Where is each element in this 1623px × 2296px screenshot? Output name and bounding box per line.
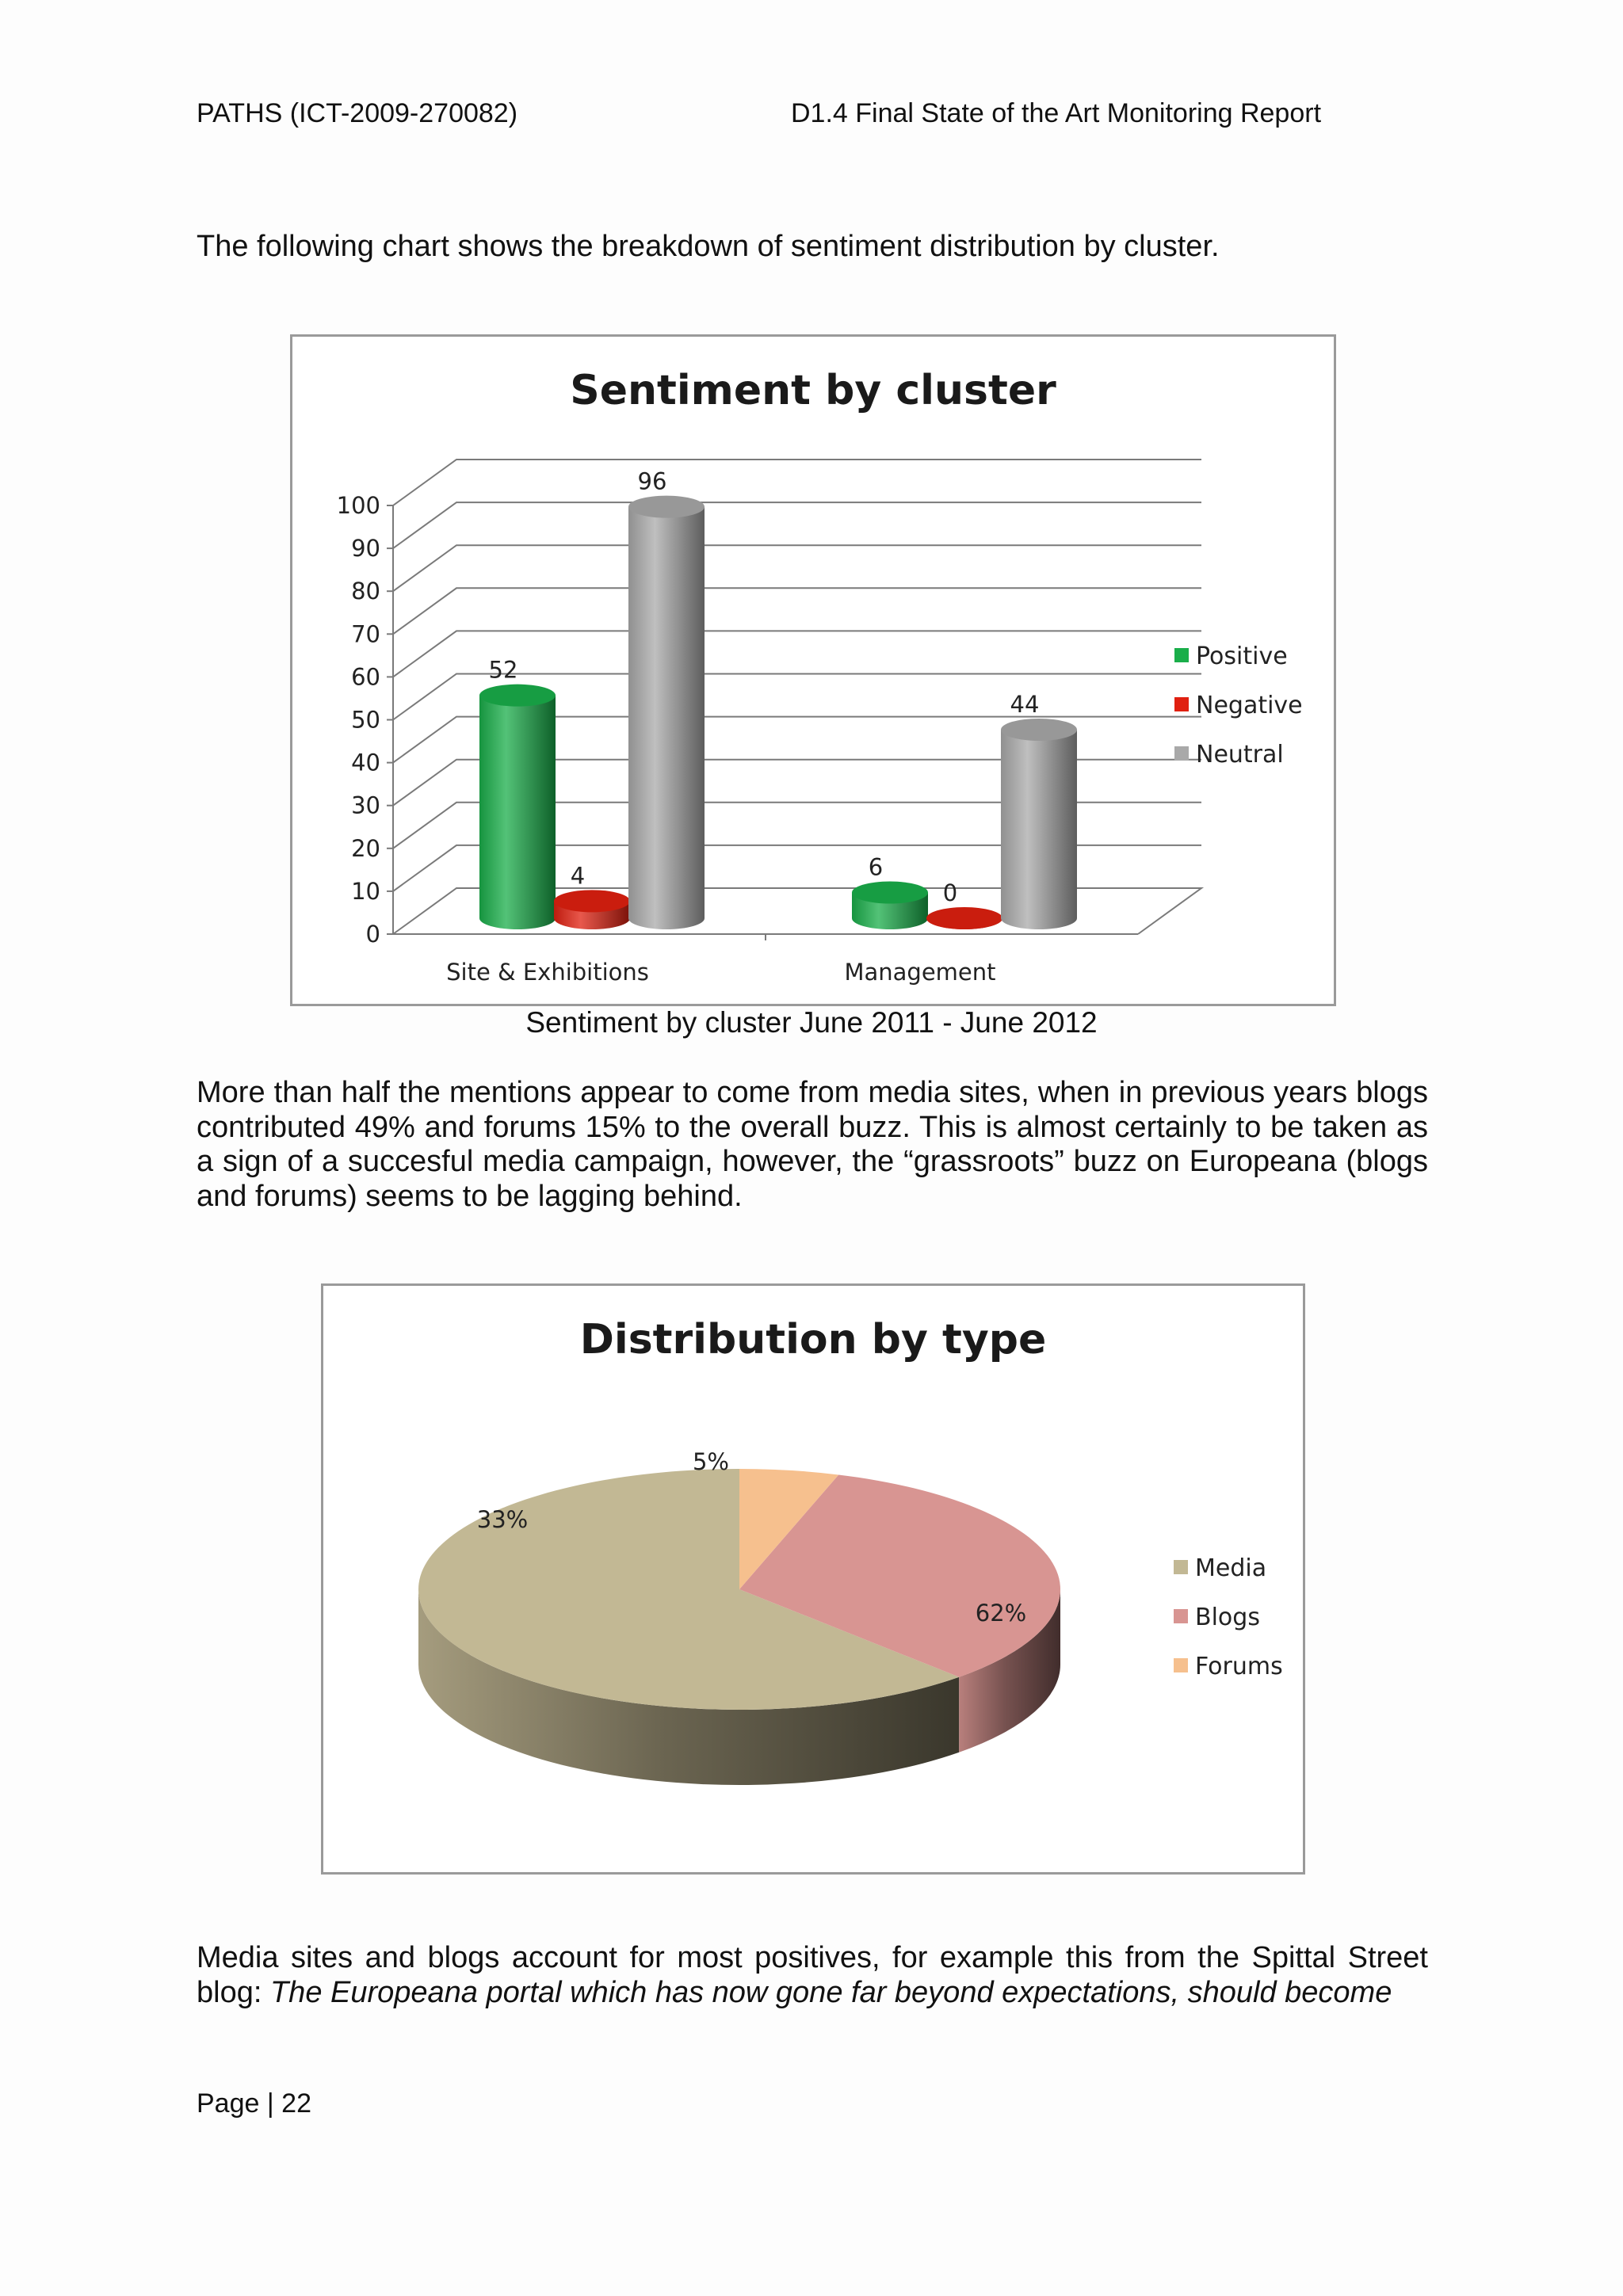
intro-paragraph: The following chart shows the breakdown of sentiment distribution by cluster. bbox=[197, 230, 1220, 263]
legend-swatch-negative bbox=[1174, 697, 1189, 711]
chart-caption: Sentiment by cluster June 2011 - June 2012 bbox=[525, 1006, 1098, 1039]
data-label-negative-site-and-exhibitions: 4 bbox=[570, 862, 586, 890]
y-tick-label: 60 bbox=[351, 663, 380, 691]
x-tick-site-and-exhibitions: Site & Exhibitions bbox=[446, 959, 649, 986]
y-tick-label: 40 bbox=[351, 749, 380, 776]
y-tick-label: 30 bbox=[351, 791, 380, 819]
sentiment-chart bbox=[290, 334, 1336, 1006]
x-tick-management: Management bbox=[844, 959, 996, 986]
chart-title: Sentiment by cluster bbox=[570, 367, 1056, 414]
bar-body bbox=[1001, 730, 1077, 929]
legend-label-forums: Forums bbox=[1195, 1653, 1283, 1680]
bar-negative-management bbox=[926, 907, 1002, 929]
bar-top bbox=[554, 890, 630, 912]
pie-label-forums: 5% bbox=[692, 1448, 730, 1475]
bar-positive-site-and-exhibitions bbox=[479, 685, 556, 929]
legend-swatch-forums bbox=[1174, 1658, 1188, 1672]
pie-label-media: 62% bbox=[975, 1600, 1027, 1627]
header-project-id: PATHS (ICT-2009-270082) bbox=[197, 98, 518, 128]
bar-negative-site-and-exhibitions bbox=[554, 890, 630, 929]
page-footer bbox=[197, 2088, 311, 2119]
gridline bbox=[393, 502, 1201, 548]
y-tick-label: 90 bbox=[351, 535, 380, 563]
bar-neutral-site-and-exhibitions bbox=[628, 496, 705, 929]
y-tick-label: 80 bbox=[351, 578, 380, 605]
gridline bbox=[393, 460, 1201, 505]
page-number: 22 bbox=[281, 2088, 311, 2119]
bar-top bbox=[1001, 719, 1077, 741]
legend-label-blogs: Blogs bbox=[1195, 1604, 1260, 1631]
bar-top bbox=[926, 907, 1002, 929]
bar-top bbox=[628, 496, 705, 518]
data-label-positive-site-and-exhibitions: 52 bbox=[488, 656, 518, 684]
footer-separator: | bbox=[266, 2088, 274, 2119]
quote-text: The Europeana portal which has now gone far beyond expectations, should become bbox=[269, 1975, 1392, 2009]
bar-top bbox=[852, 882, 928, 904]
data-label-positive-management: 6 bbox=[868, 853, 884, 881]
legend-label-negative: Negative bbox=[1196, 692, 1303, 719]
bar-body bbox=[479, 696, 556, 929]
y-tick-label: 20 bbox=[351, 834, 380, 862]
legend-swatch-positive bbox=[1174, 648, 1189, 662]
gridline bbox=[393, 545, 1201, 591]
distribution-chart bbox=[321, 1283, 1305, 1875]
footer-page-label: Page bbox=[197, 2088, 260, 2119]
y-tick-label: 10 bbox=[351, 877, 380, 905]
data-label-negative-management: 0 bbox=[942, 879, 958, 906]
pie-label-blogs: 33% bbox=[476, 1506, 529, 1533]
bar-top bbox=[479, 685, 556, 707]
y-tick-label: 70 bbox=[351, 620, 380, 648]
y-tick-label: 50 bbox=[351, 706, 380, 734]
bar-positive-management bbox=[852, 882, 928, 929]
distribution-chart-svg bbox=[323, 1286, 1303, 1872]
sentiment-chart-svg bbox=[292, 337, 1334, 1004]
legend-swatch-media bbox=[1174, 1560, 1188, 1574]
data-label-neutral-site-and-exhibitions: 96 bbox=[637, 467, 667, 495]
header-report-title: D1.4 Final State of the Art Monitoring Report bbox=[791, 98, 1322, 128]
data-label-neutral-management: 44 bbox=[1010, 690, 1040, 718]
media-paragraph: More than half the mentions appear to come from media sites, when in previous years blogs contributed 49% and forums 15% to the overall buzz. This is almost certainly to be taken as a sign of a succesful media campaign, however, the “grassroots” buzz on Europeana (blogs and forums) seems to be lagging behind. bbox=[197, 1076, 1428, 1213]
positives-text: Media sites and blogs account for most positives, for example this from the Spittal Street blog: bbox=[197, 1941, 1428, 2009]
positives-paragraph bbox=[197, 1941, 1428, 2010]
bar-neutral-management bbox=[1001, 719, 1077, 929]
chart-title: Distribution by type bbox=[579, 1316, 1047, 1363]
legend-label-positive: Positive bbox=[1196, 643, 1288, 670]
legend-label-neutral: Neutral bbox=[1196, 741, 1284, 769]
gridline bbox=[393, 588, 1201, 634]
y-tick-label: 0 bbox=[365, 921, 380, 948]
legend-label-media: Media bbox=[1195, 1554, 1267, 1582]
legend-swatch-neutral bbox=[1174, 746, 1189, 761]
y-tick-label: 100 bbox=[336, 492, 380, 519]
bar-body bbox=[628, 507, 705, 929]
legend-swatch-blogs bbox=[1174, 1609, 1188, 1623]
